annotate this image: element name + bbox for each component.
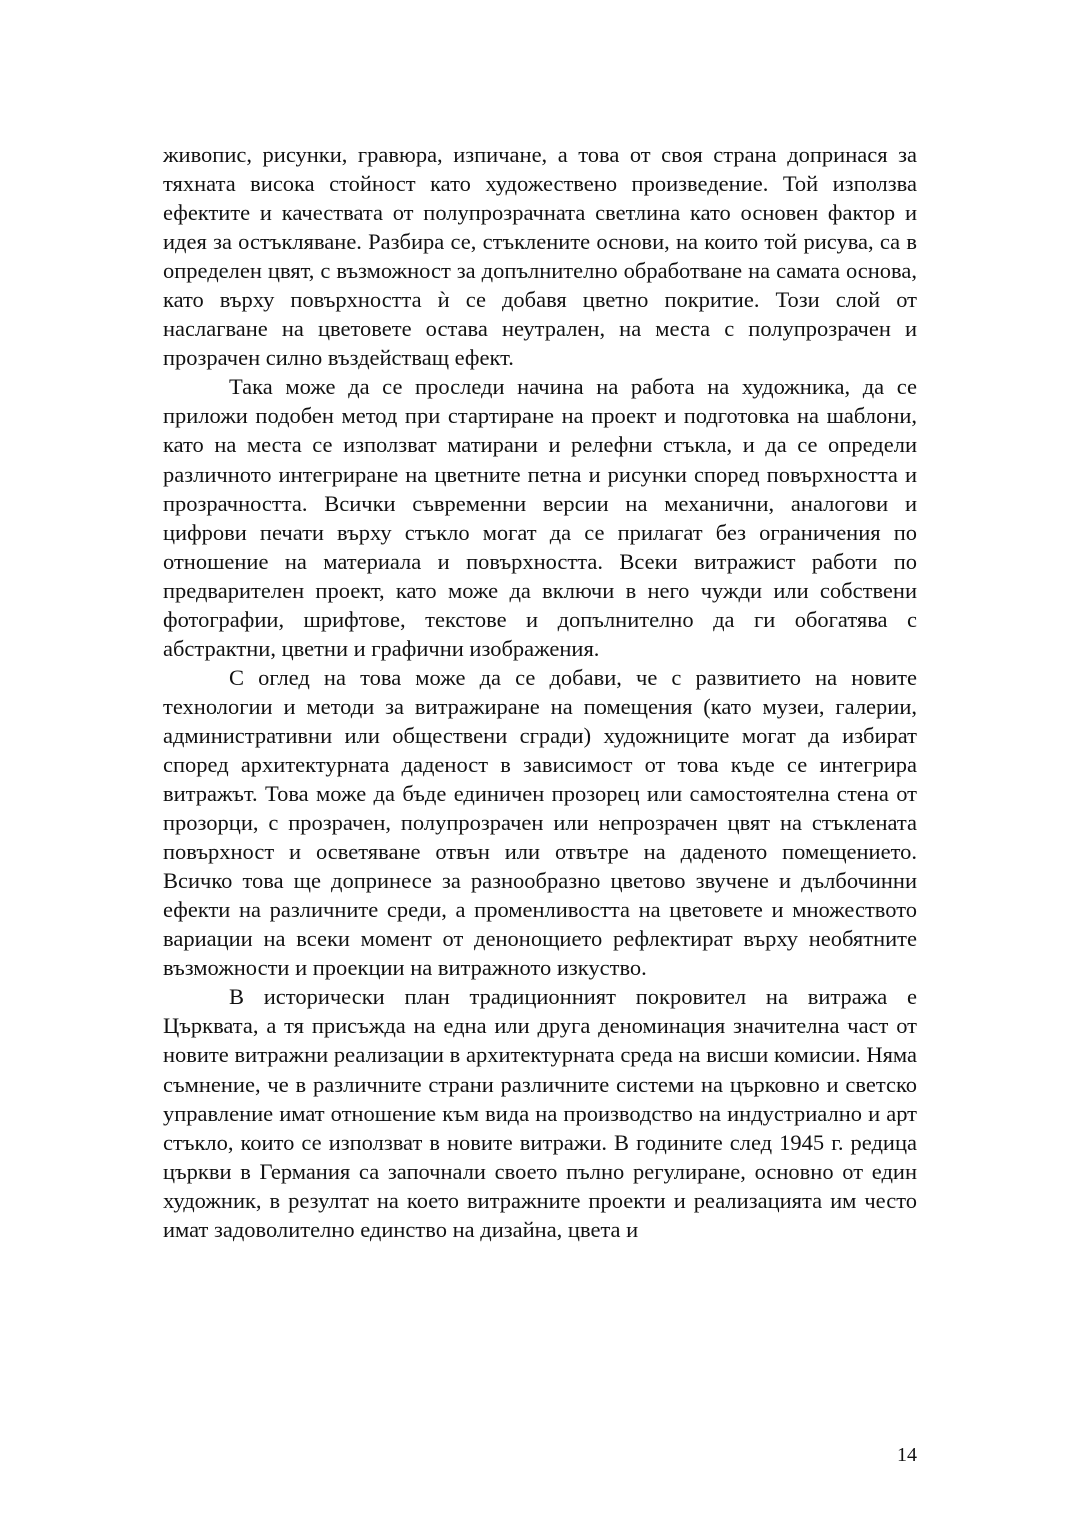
page-number: 14: [897, 1444, 917, 1466]
paragraph-1: живопис, рисунки, гравюра, изпичане, а това от своя страна допринася за тяхната висока стойност като художествено произведение. Той използва ефектите и качествата от полупрозрачната светлина като основен фактор и идея за остъкляване. Разбира се, стъклените основи, на които той рисува, са в определен цвят, с възможност за допълнително обработване на самата основа, като върху повърхността ѝ се добавя цветно покритие. Този слой от наслагване на цветовете остава неутрален, на места с полупрозрачен и прозрачен силно въздействащ ефект.: [163, 142, 917, 371]
body-text: [163, 140, 917, 1244]
paragraph-3: С оглед на това може да се добави, че с развитието на новите технологии и методи за витражиране на помещения (като музеи, галерии, административни или обществени сгради) художниците могат да избират според архитектурната даденост в зависимост от това къде се интегрира витражът. Това може да бъде единичен прозорец или самостоятелна стена от прозорци, с прозрачен, полупрозрачен или непрозрачен цвят на стъклената повърхност и осветяване отвън или отвътре на даденото помещението. Всичко това ще допринесе за разнообразно цветово звучене и дълбочинни ефекти на различните среди, а променливостта на цветовете и множеството вариации на всеки момент от денонощието рефлектират върху необятните възможности и проекции на витражното изкуство.: [163, 664, 917, 981]
paragraph-4: В исторически план традиционният покровител на витража е Църквата, а тя присъжда на една или друга деноминация значителна част от новите витражни реализации в архитектурната среда на висши комисии. Няма съмнение, че в различните страни различните системи на църковно и светско управление имат отношение към вида на производство на индустриално и арт стъкло, които се използват в новите витражи. В годините след 1945 г. редица църкви в Германия са започнали своето пълно регулиране, основно от един художник, в резултат на което витражните проекти и реализацията им често имат задоволително единство на дизайна, цвета и: [163, 984, 917, 1242]
paragraph-2: Така може да се проследи начина на работа на художника, да се приложи подобен метод при стартиране на проект и подготовка на шаблони, като на места се използват матирани и релефни стъкла, и да се определи различното интегриране на цветните петна и рисунки според повърхността и прозрачността. Всички съвременни версии на механични, аналогови и цифрови печати върху стъкло могат да се прилагат без ограничения по отношение на материала и повърхността. Всеки витражист работи по предварителен проект, като може да включи в него чужди или собствени фотографии, шрифтове, текстове и допълнително да ги обогатява с абстрактни, цветни и графични изображения.: [163, 374, 917, 661]
